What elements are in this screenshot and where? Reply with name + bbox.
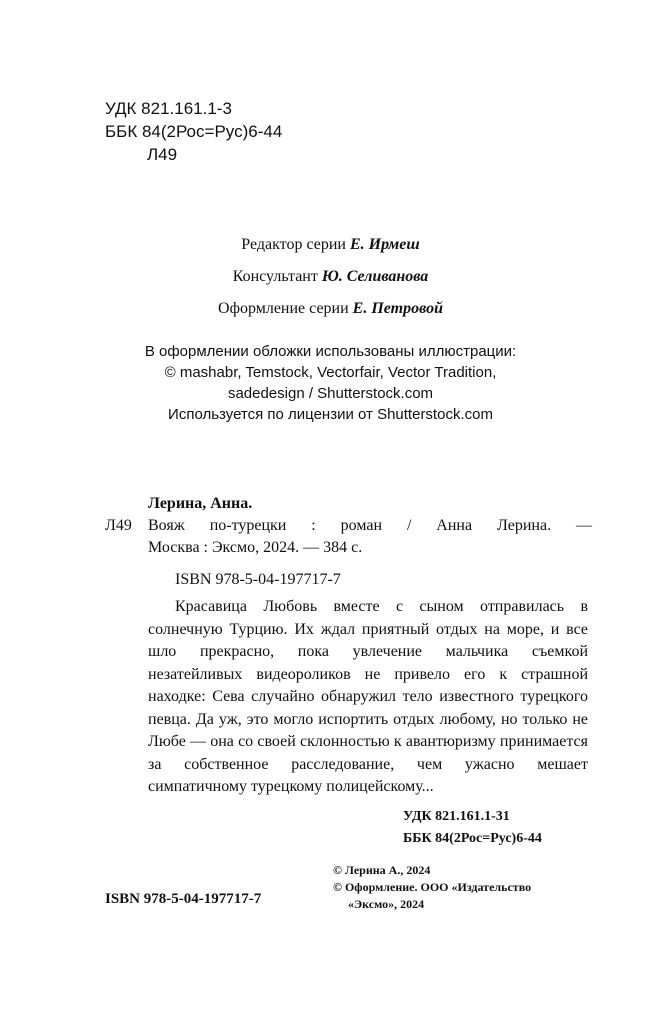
- record-publisher: Москва : Эксмо, 2024. — 384 с.: [148, 539, 363, 556]
- abstract-codes: [403, 806, 542, 850]
- design-credit: Оформление серии Е. Петровой: [218, 300, 443, 317]
- illustration-line: © mashabr, Temstock, Vectorfair, Vector Tradition,: [164, 364, 497, 381]
- illustration-line: Используется по лицензии от Shutterstock.com: [168, 406, 493, 423]
- editor-name: Е. Ирмеш: [349, 236, 420, 253]
- copyright-line: © Лерина А., 2024: [333, 863, 431, 877]
- illustration-credits: [0, 341, 661, 425]
- copyright-line: «Эксмо», 2024: [348, 897, 425, 911]
- copyright-line: © Оформление. ООО «Издательство: [333, 880, 532, 894]
- bibliographic-record: [105, 493, 592, 591]
- bbk-code: ББК 84(2Рос=Рус)6-44: [105, 122, 283, 141]
- designer-name: Е. Петровой: [352, 300, 443, 317]
- record-isbn: ISBN 978-5-04-197717-7: [175, 571, 341, 588]
- author-mark: Л49: [147, 145, 178, 164]
- abstract-text: Красавица Любовь вместе с сыном отправилась в солнечную Турцию. Их ждал приятный отдых на море, и все шло прекрасно, пока увлечение мальчика съемкой незатейливых видеороликов не привело его к страшной находке: Сева случайно обнаружил тело известного турецкого певца. Да уж, это могло испортить отдых любому, но только не Любе — она со своей склонностью к авантюризму принимается за собственное расследование, чем ужасно мешает симпатичному турецкому полицейскому...: [148, 598, 588, 795]
- consultant-name: Ю. Селиванова: [321, 268, 429, 285]
- classification-header: [105, 97, 282, 166]
- series-credits: [0, 229, 661, 325]
- record-author: Лерина, Анна.: [148, 495, 253, 512]
- abstract: [148, 596, 588, 799]
- record-title: Вояж по-турецки : роман / Анна Лерина. —: [148, 517, 592, 534]
- editor-credit: Редактор серии Е. Ирмеш: [241, 236, 420, 253]
- record-title-row: [105, 515, 592, 537]
- isbn-main: ISBN 978-5-04-197717-7: [105, 891, 262, 907]
- copyright-notice: [333, 862, 531, 913]
- illustration-line: В оформлении обложки использованы иллюстрации:: [144, 343, 517, 360]
- illustration-line: sadedesign / Shutterstock.com: [227, 385, 434, 402]
- abstract-bbk: ББК 84(2Рос=Рус)6-44: [403, 831, 542, 846]
- abstract-udk: УДК 821.161.1-31: [403, 809, 510, 824]
- consultant-credit: Консультант Ю. Селиванова: [232, 268, 429, 285]
- udk-code: УДК 821.161.1-3: [105, 99, 232, 118]
- record-code: Л49: [105, 517, 132, 534]
